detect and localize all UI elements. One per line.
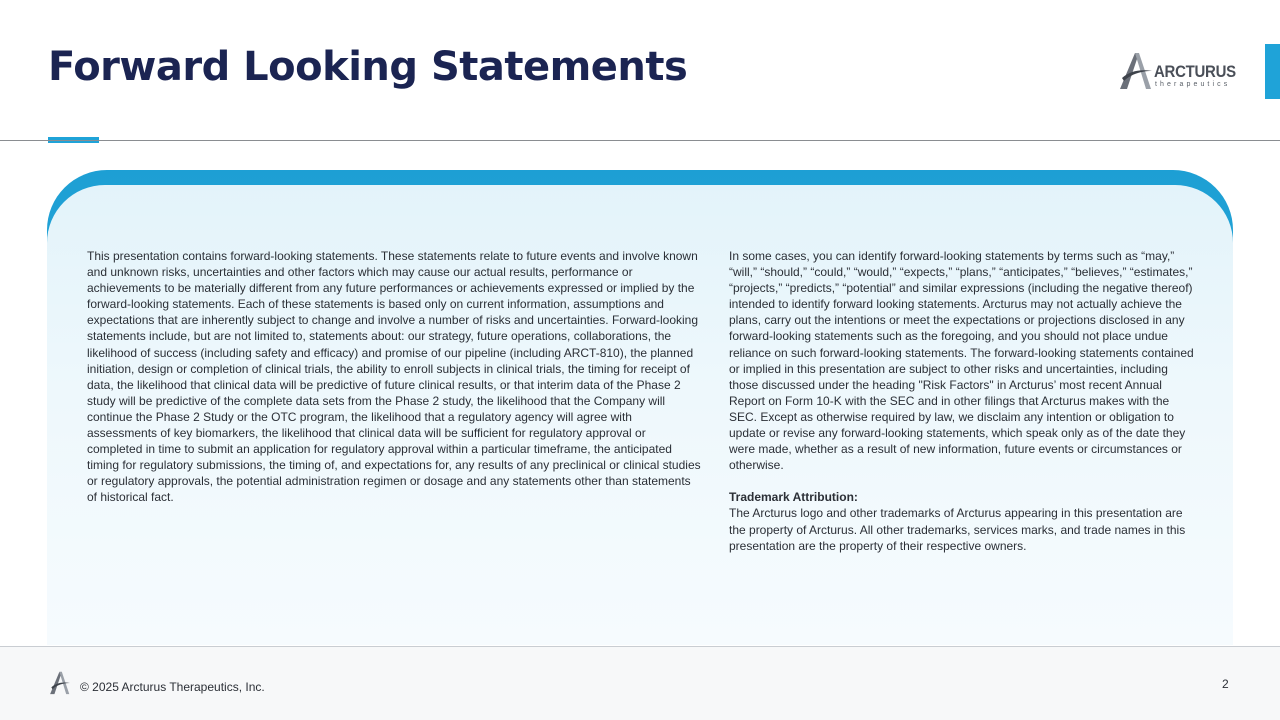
trademark-heading: Trademark Attribution: (729, 490, 858, 505)
logo-tagline: therapeutics (1155, 81, 1231, 88)
footer-divider (0, 646, 1280, 647)
right-column (729, 248, 1199, 554)
footer-logo-icon (48, 670, 72, 696)
arcturus-a-icon (1118, 50, 1154, 92)
header-divider (0, 140, 1280, 141)
trademark-paragraph: The Arcturus logo and other trademarks of Arcturus appearing in this presentation are the property of Arcturus. All other trademarks, services marks, and trade names in this presentation are the property of their respective owners. (729, 506, 1186, 553)
identification-paragraph: In some cases, you can identify forward-looking statements by terms such as “may,” “will,” “should,” “could,” “would,” “expects,” “plans,” “anticipates,” “believes,” “estimates,” “projects,” “predicts,” “potential” and similar expressions (including the negative thereof) intended to identify forward looking statements. Arcturus may not actually achieve the plans, carry out the intentions or meet the expectations or projections disclosed in any forward-looking statements such as the foregoing, and you should not place undue reliance on such forward-looking statements. The forward-looking statements contained or implied in this presentation are subject to other risks and uncertainties, including those discussed under the heading "Risk Factors" in Arcturus’ most recent Annual Report on Form 10-K with the SEC and in other filings that Arcturus makes with the SEC. Except as otherwise required by law, we disclaim any intention or obligation to update or revise any forward-looking statements, which speak only as of the date they were made, whether as a result of new information, future events or circumstances or otherwise. (729, 249, 1194, 473)
left-column (87, 248, 701, 506)
logo-wordmark: ARCTURUS (1154, 62, 1236, 81)
arcturus-logo (1118, 50, 1238, 92)
edge-accent-tab (1265, 44, 1280, 99)
page-number: 2 (1222, 677, 1229, 691)
forward-looking-paragraph: This presentation contains forward-looking statements. These statements relate to future events and involve known and unknown risks, uncertainties and other factors which may cause our actual results, performance or achievements to be materially different from any future performances or achievements expressed or implied by the forward-looking statements. Each of these statements is based only on current information, assumptions and expectations that are inherently subject to change and involve a number of risks and uncertainties. Forward-looking statements include, but are not limited to, statements about: our strategy, future operations, collaborations, the likelihood of success (including safety and efficacy) and promise of our pipeline (including ARCT-810), the planned initiation, design or completion of clinical trials, the ability to enroll subjects in clinical trials, the timing for receipt of data, the likelihood that clinical data will be predictive of future clinical results, or that interim data of the Phase 2 study will be predictive of the complete data sets from the Phase 2 study, the likelihood that the Company will continue the Phase 2 Study or the OTC program, the likelihood that a regulatory agency will agree with assessments of key biomarkers, the likelihood that clinical data will be sufficient for regulatory approval or completed in time to submit an application for regulatory approval within a particular timeframe, the anticipated timing for regulatory submissions, the timing of, and expectations for, any results of any preclinical or clinical studies or regulatory approvals, the potential administration regimen or dosage and any statements other than statements of historical fact. (87, 249, 701, 505)
copyright-notice: © 2025 Arcturus Therapeutics, Inc. (80, 680, 265, 694)
page-title: Forward Looking Statements (48, 44, 688, 90)
